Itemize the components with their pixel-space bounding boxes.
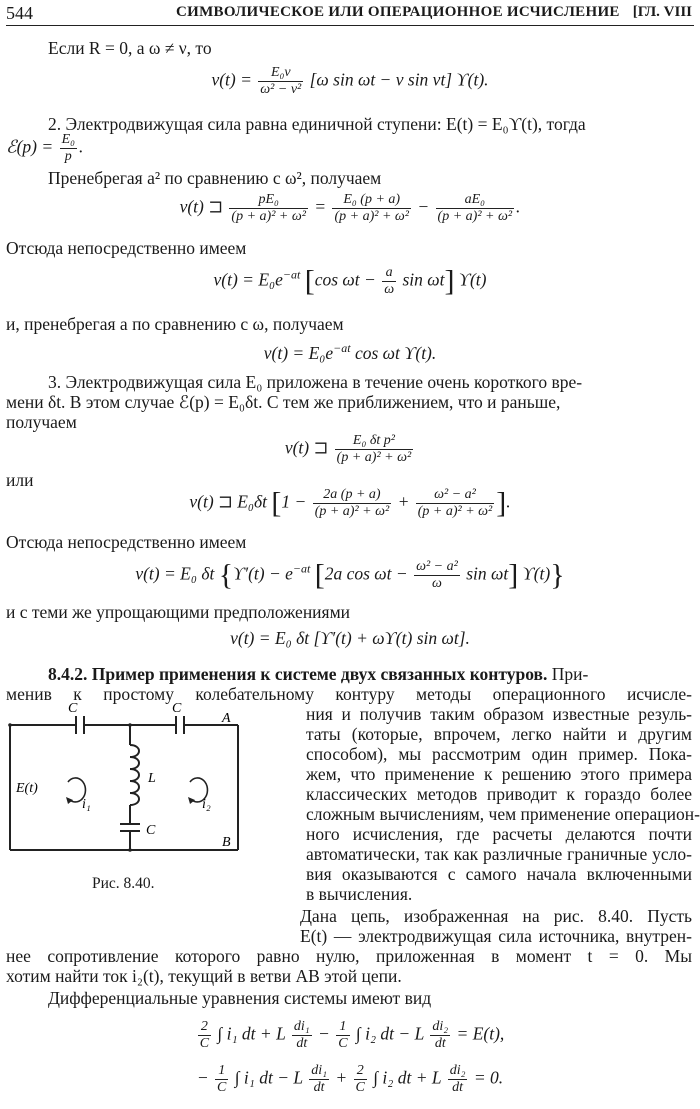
fraction: $\frac{a}{\omega}$ xyxy=(384,265,395,297)
section-line: способом), мы рассмотрим один пример. Пока- xyxy=(306,744,692,764)
section-line: Дифференциальные уравнения системы имеют вид xyxy=(48,988,432,1008)
equation-10: − $\frac{1}{C}$ ∫ i₁ dt − L $\frac{\text{di₁}}{dt}$ + $\frac{2}{C}$ ∫ i₂ dt + L $\frac{\text{di₂}}{dt}$ = 0. xyxy=(196,1063,504,1095)
header-rule xyxy=(6,25,694,26)
fraction: $\frac{\text{di₁}}{dt}$ xyxy=(311,1063,327,1095)
label-b: B xyxy=(222,835,231,850)
section-line: автоматически, так как различные граничные усло- xyxy=(306,844,692,864)
equation-1 xyxy=(0,66,700,97)
section-line: вия оказываются с самого начала включенными xyxy=(306,864,692,884)
item-2-line: 2. Электродвижущая сила равна единичной ступени: E(t) = E₀ϒ(t), тогда xyxy=(48,114,586,134)
running-title: СИМВОЛИЧЕСКОЕ ИЛИ ОПЕРАЦИОННОЕ ИСЧИСЛЕНИЕ xyxy=(176,4,620,20)
fraction: $\frac{\text{E₀ δt p²}}{\text{(p + a)² + ω²}}$ xyxy=(336,433,412,465)
label-emf: E(t) xyxy=(16,781,38,796)
section-line: E(t) — электродвижущая сила источника, внутрен- xyxy=(300,926,692,946)
label-i1: i₁ xyxy=(82,797,91,812)
label-l: L xyxy=(148,771,156,786)
label-a: A xyxy=(222,711,231,726)
eq-lhs: v(t) = xyxy=(211,69,252,90)
fraction: $\frac{\text{di₁}}{dt}$ xyxy=(293,1019,310,1051)
equation-7: v(t) = E₀ δt {$ϒ'(t) - e^{-at}$ [2a cos ωt − $\frac{\text{ω² − a²}}{\omega}$ sin ωt] ϒ(t)} xyxy=(135,558,565,592)
fraction: $\frac{2}{C}$ xyxy=(199,1019,210,1051)
label-c-bottom: C xyxy=(146,823,156,838)
text-line: Если R = 0, а ω ≠ ν, то xyxy=(48,38,212,58)
figure-caption: Рис. 8.40. xyxy=(92,875,155,892)
text-line: Отсюда непосредственно имеем xyxy=(6,532,247,552)
item-2-formula: ℰ(p) = $\frac{\text{E₀}}{p}$ . xyxy=(6,132,84,164)
text-line: Отсюда непосредственно имеем xyxy=(6,238,247,258)
equation-6: v(t) ⊐ E₀δt [1 − $\frac{2a (p + a)}{\text{(p + a)² + ω²}}$ + $\frac{\text{ω² − a²}}{\text{(p + a)² + ω²}}$ ]. xyxy=(189,486,511,520)
fraction: $\frac{\text{aE₀}}{\text{(p + a)² + ω²}}$ xyxy=(437,192,513,224)
text-line: и, пренебрегая a по сравнению с ω, получаем xyxy=(6,314,344,334)
fraction: $\frac{\text{E₀ν}}{\text{ω² − ν²}}$ xyxy=(260,65,302,97)
section-line: Дана цепь, изображенная на рис. 8.40. Пусть xyxy=(300,906,692,926)
section-line: менив к простому колебательному контуру методы операционного исчисле- xyxy=(6,684,692,704)
section-line: нее сопротивление которого равно нулю, приложенная в момент t = 0. Мы xyxy=(6,946,692,966)
section-line: в вычисления. xyxy=(306,884,413,904)
item-3-line: мени δt. В этом случае ℰ(p) = E₀δt. С тем же приближением, что и раньше, xyxy=(6,392,561,412)
section-number: 8.4.2. xyxy=(48,664,88,684)
page-number: 544 xyxy=(6,3,33,23)
section-line: классических методов приводит к гораздо более xyxy=(306,784,692,804)
section-line: таты (которые, впрочем, легко найти и другим xyxy=(306,724,692,744)
item-3-line: получаем xyxy=(6,412,77,432)
fraction: $\frac{\text{E₀}}{p}$ xyxy=(61,132,75,164)
chapter-marker: [ГЛ. VIII xyxy=(632,4,692,20)
fraction: $\frac{\text{ω² − a²}}{\omega}$ xyxy=(416,559,458,591)
section-line: хотим найти ток i₂(t), текущий в ветви AB этой цепи. xyxy=(6,966,402,986)
fraction: $\frac{\text{E₀ (p + a)}}{\text{(p + a)² + ω²}}$ xyxy=(334,192,409,224)
fraction: $\frac{1}{C}$ xyxy=(217,1063,227,1095)
fraction: $\frac{2}{C}$ xyxy=(355,1063,365,1095)
section-title: Пример применения к системе двух связанных контуров. xyxy=(91,664,548,684)
text-line: Пренебрегая a² по сравнению с ω², получаем xyxy=(48,168,382,188)
equation-3: $v(t) = E_0e^{-at}$ [cos ωt − $\frac{a}{\omega}$ sin ωt] ϒ(t) xyxy=(213,264,487,298)
section-line: ного исчисления, где расчеты делаются почти xyxy=(306,824,692,844)
equation-8: v(t) = E₀ δt [ϒ′(t) + ωϒ(t) sin ωt]. xyxy=(230,628,470,648)
section-line: ния и получив таким образом известные резуль- xyxy=(306,704,692,724)
fraction: $\frac{2a (p + a)}{\text{(p + a)² + ω²}}$ xyxy=(314,487,390,519)
equation-5: v(t) ⊐ $\frac{\text{E₀ δt p²}}{\text{(p + a)² + ω²}}$ xyxy=(284,433,412,465)
circuit-diagram xyxy=(0,700,300,870)
label-i2: i₂ xyxy=(202,797,211,812)
section-line: жем, что применение к решению этого примера xyxy=(306,764,692,784)
equation-4: $v(t) = E_0e^{-at}$ cos ωt ϒ(t). xyxy=(263,341,437,363)
label-c-left: C xyxy=(68,701,78,716)
equation-9: $\frac{2}{C}$ ∫ i₁ dt + L $\frac{\text{di₁}}{dt}$ − $\frac{1}{C}$ ∫ i₂ dt − L $\frac{\text{di₂}}{dt}$ = E(t), xyxy=(199,1019,505,1051)
text-line: или xyxy=(6,470,34,490)
item-3-line: 3. Электродвижущая сила E₀ приложена в течение очень короткого вре- xyxy=(48,372,583,392)
fraction: $\frac{\text{di₂}}{dt}$ xyxy=(449,1063,466,1095)
fraction: $\frac{\text{di₂}}{dt}$ xyxy=(432,1019,449,1051)
page-header xyxy=(6,4,692,26)
fraction: $\frac{\text{ω² − a²}}{\text{(p + a)² + ω²}}$ xyxy=(417,487,493,519)
label-c-right: C xyxy=(172,701,182,716)
text-line: и с теми же упрощающими предположениями xyxy=(6,602,351,622)
fraction: $\frac{1}{C}$ xyxy=(338,1019,348,1051)
eq-rest: [ω sin ωt − ν sin νt] ϒ(t). xyxy=(309,69,489,90)
equation-2: v(t) ⊐ $\frac{\text{pE₀}}{\text{(p + a)² + ω²}}$ = $\frac{\text{E₀ (p + a)}}{\text{(p + a)² + ω²}}$ − $\frac{\text{aE₀}}{\text{(p + a)² + ω²}}$ . xyxy=(179,192,521,224)
fraction: $\frac{\text{pE₀}}{\text{(p + a)² + ω²}}$ xyxy=(231,192,306,224)
section-line: сложным вычислениям, чем применение операцион- xyxy=(306,804,700,824)
section-heading-line: 8.4.2. Пример применения к системе двух связанных контуров. При- xyxy=(48,664,589,684)
